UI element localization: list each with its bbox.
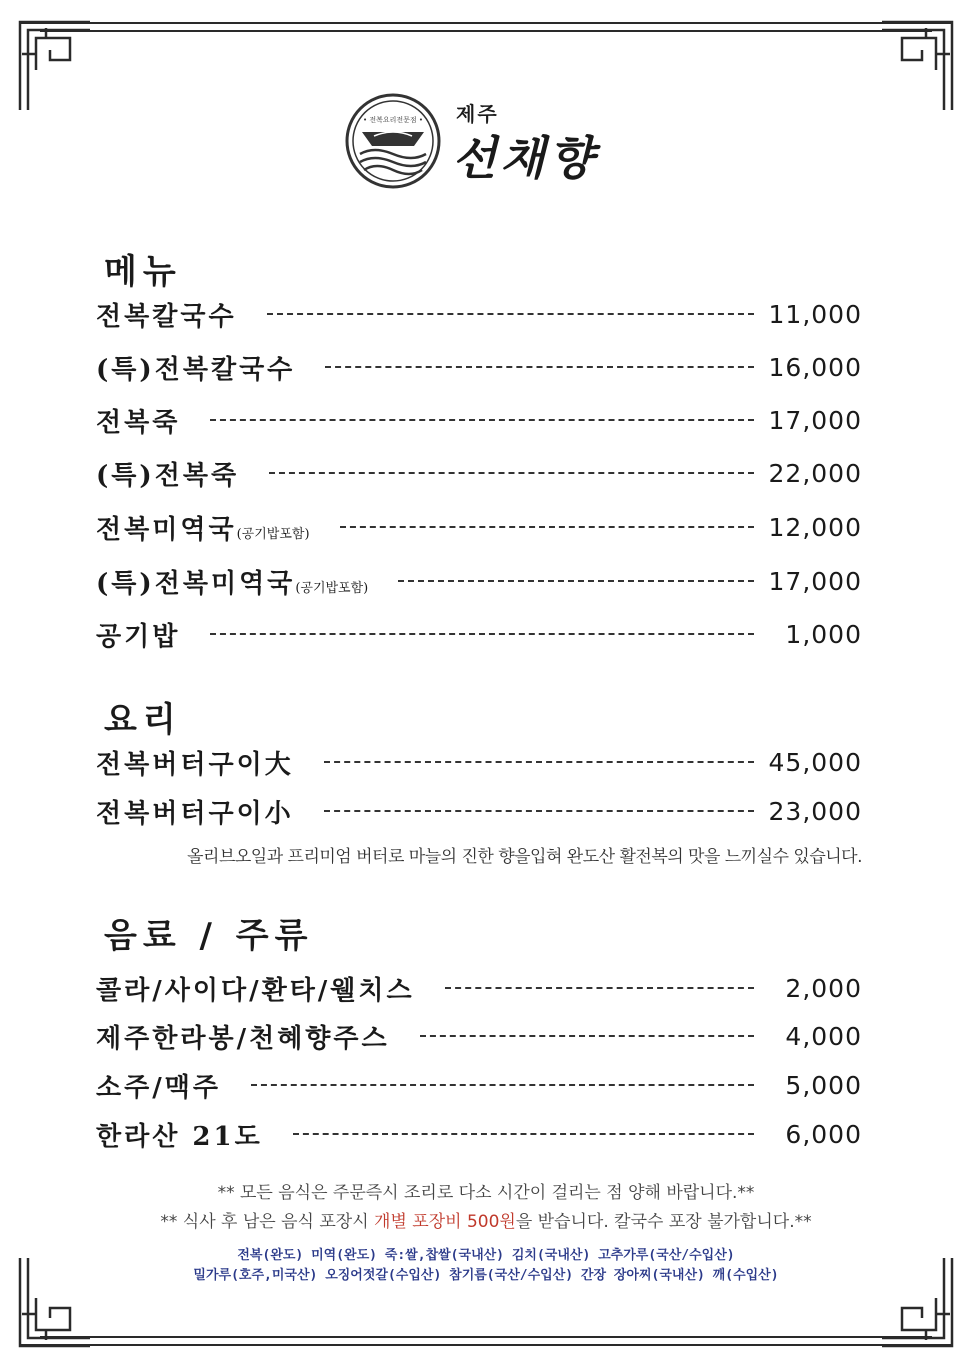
menu-row [96,1114,862,1154]
origin-line-2: 밀가루(호주,미국산) 오징어젓갈(수입산) 참기름(국산/수입산) 간장 장아찌(국내산) 깨(수입산) [193,1268,779,1283]
item-name [96,563,368,600]
dashed-leader [324,761,754,763]
item-name-text: 전복버터구이小 [96,798,294,829]
item-name-text: 전복버터구이大 [96,749,294,780]
item-name-text: (특)전복미역국 [96,568,296,599]
item-price: 17,000 [768,405,862,435]
menu-row [96,400,862,440]
corner-ornament-top-left [10,10,100,120]
section-title-menu: 메뉴 [104,252,182,292]
item-price: 4,000 [785,1021,862,1051]
item-name [96,793,294,830]
dashed-leader [210,419,754,421]
frame-line-bottom-outer [20,1344,952,1346]
item-name-text: 한라산 21도 [96,1121,263,1152]
menu-row [96,347,862,387]
restaurant-logo [344,92,614,202]
menu-row [96,561,862,601]
dashed-leader [420,1035,754,1037]
dashed-leader [340,526,754,528]
menu-row [96,614,862,654]
dashed-leader [267,313,754,315]
logo-badge-text: • 전복요리전문점 • [362,116,424,124]
note-line-2 [60,1207,912,1232]
note-line-2-pre: ** 식사 후 남은 음식 포장시 [160,1212,375,1232]
item-name [96,509,310,546]
item-name-text: 소주/맥주 [96,1072,221,1103]
dashed-leader [398,580,754,582]
item-name [96,349,295,386]
item-name [96,402,180,439]
item-name-text: (특)전복칼국수 [96,354,296,385]
logo-main-text: 선채향 [452,131,598,185]
dashed-leader [324,810,754,812]
item-price: 2,000 [785,973,862,1003]
frame-line-bottom-inner [40,1336,932,1338]
packaging-fee-highlight: 개별 포장비 500원 [374,1212,516,1232]
section-title-drinks: 음료 / 주류 [104,916,314,956]
item-name-text: 전복칼국수 [96,301,237,332]
logo-sub-text: 제주 [456,102,499,126]
menu-row [96,1016,862,1056]
section-title-dishes: 요리 [104,700,182,740]
dashed-leader [269,472,754,474]
dishes-description: 올리브오일과 프리미엄 버터로 마늘의 진한 향을입혀 완도산 활전복의 맛을 느끼실수 있습니다. [187,847,862,867]
dashed-leader [325,366,754,368]
frame-line-top-outer [20,22,952,24]
note-line-1: ** 모든 음식은 주문즉시 조리로 다소 시간이 걸리는 점 양해 바랍니다.** [217,1183,755,1203]
item-price: 5,000 [785,1070,862,1100]
origin-line-1: 전복(완도) 미역(완도) 죽:쌀,찹쌀(국내산) 김치(국내산) 고추가루(국산/수입산) [237,1248,735,1263]
item-name [96,455,239,492]
corner-ornament-top-right [872,10,962,120]
item-price: 45,000 [768,747,862,777]
item-price: 12,000 [768,512,862,542]
dashed-leader [445,987,754,989]
dashed-leader [293,1133,754,1135]
item-name [96,1067,221,1104]
item-name-text: (특)전복죽 [96,460,240,491]
item-name [96,616,180,653]
item-price: 16,000 [768,352,862,382]
frame-line-top-inner [40,30,932,32]
item-name [96,744,294,781]
item-name [96,1018,390,1055]
item-price: 17,000 [768,566,862,596]
dashed-leader [251,1084,754,1086]
item-price: 11,000 [768,299,862,329]
menu-row [96,968,862,1008]
item-name [96,1116,263,1153]
item-name [96,970,415,1007]
item-name [96,296,237,333]
item-note: (공기밥포함) [295,580,369,596]
menu-row [96,453,862,493]
menu-row [96,294,862,334]
item-price: 22,000 [768,458,862,488]
menu-row [96,507,862,547]
item-name-text: 제주한라봉/천혜향주스 [96,1023,390,1054]
item-name-text: 전복죽 [96,407,181,438]
item-price: 23,000 [768,796,862,826]
item-name-text: 공기밥 [96,621,181,652]
menu-row [96,791,862,831]
item-price: 1,000 [785,619,862,649]
menu-row [96,1065,862,1105]
item-note: (공기밥포함) [236,526,310,542]
dashed-leader [210,633,754,635]
menu-row [96,742,862,782]
item-name-text: 전복미역국 [96,514,237,545]
item-name-text: 콜라/사이다/환타/웰치스 [96,975,415,1006]
logo-emblem-icon [344,92,442,190]
note-line-2-post: 을 받습니다. 칼국수 포장 불가합니다.** [515,1212,812,1232]
item-price: 6,000 [785,1119,862,1149]
